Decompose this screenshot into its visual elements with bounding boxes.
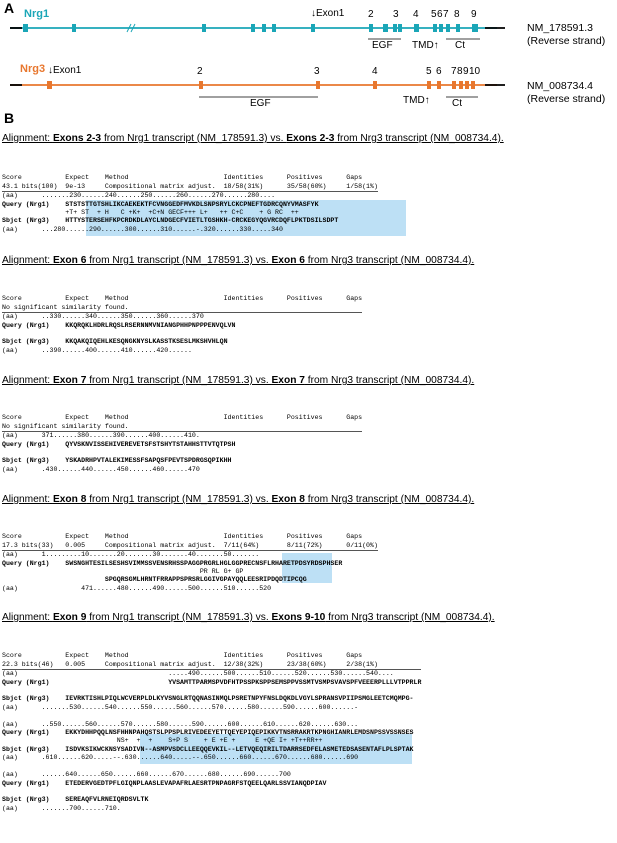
header-row: Score Expect Method Identities Positives Gaps <box>2 174 363 182</box>
header-row: Score Expect Method Identities Positives Gaps <box>2 414 363 422</box>
nrg3-exon-num-3: 3 <box>314 66 320 77</box>
subject-ruler: (aa) ...280......290......300......310......-.320......330.....340 <box>2 225 283 233</box>
nrg3-exon-num-6: 6 <box>436 66 442 77</box>
no-similarity-note: No significant similarity found. <box>2 304 362 313</box>
alignment-block-exons-2-3 <box>2 166 378 243</box>
header-row: Score Expect Method Identities Positives Gaps <box>2 533 363 541</box>
nrg1-track <box>10 24 505 39</box>
alignment-block-exon-6 <box>2 287 362 364</box>
subject-sequence: Sbjct (Nrg3) IEVRKTISHLPIQLWCVERPLDLKYVSNGLRTQQNASINMQLPSRETNPYFNSLDQKDLVGYLSPRANSVPIIPSMGLEETCMQMPG- <box>2 695 414 703</box>
nrg3-ct-label: Ct <box>452 98 462 109</box>
nrg1-exon-num-6: 6 <box>437 9 443 20</box>
no-similarity-note: No significant similarity found. <box>2 423 362 432</box>
query-sequence: Query (Nrg1) QYVSKNVISSEHIVEREVETSFSTSHYTSTAHHSTTVTQTPSH <box>2 440 236 448</box>
nrg1-exon-num-7: 7 <box>443 9 449 20</box>
query-ruler: (aa) ..330......340......350......360......370 <box>2 313 204 321</box>
alignment-title-exon-8: Alignment: Exon 8 from Nrg1 transcript (NM_178591.3) vs. Exon 8 from Nrg3 transcript (NM_008734.4). <box>2 494 475 505</box>
subject-ruler: (aa) ..390......400......410......420...... <box>2 346 192 354</box>
nrg3-exon-num-7: 7 <box>451 66 457 77</box>
nrg3-tmd-label: TMD↑ <box>403 95 430 106</box>
nrg3-strand: (Reverse strand) <box>527 93 606 105</box>
nrg3-exon-num-4: 4 <box>372 66 378 77</box>
nrg1-exon-num-5: 5 <box>431 9 437 20</box>
subject-ruler: (aa) .430......440......450......460......470 <box>2 465 200 473</box>
blank-line <box>2 330 362 338</box>
query-ruler: (aa) .......230......240......250......260......270......280.... <box>2 192 276 200</box>
alignment-title-exon-6: Alignment: Exon 6 from Nrg1 transcript (NM_178591.3) vs. Exon 6 from Nrg3 transcript (NM_008734.4). <box>2 255 475 266</box>
blank-line <box>2 712 421 720</box>
subject-sequence: Sbjct (Nrg3) HTTYSTERSEHFKPCRDKDLAYCLNDGECFVIETLTGSHKH-CRCKEGYQGVRCDQFLPKTDSILSDPT <box>2 217 339 225</box>
subject-sequence: SPGQRSGMLHRNTFRRAPPSPRSRLGGIVGPAYQQLEESRIPDQDTIPCQG <box>2 576 307 584</box>
match-line: +T+ ST + H C +K+ +C+N GECF+++ L+ ++ C+C + G RC ++ <box>2 209 299 217</box>
stats-row: 22.3 bits(46) 0.005 Compositional matrix adjust. 12/38(32%) 23/38(60%) 2/38(1%) <box>2 661 421 670</box>
nrg1-gene-label: Nrg1 <box>24 8 50 20</box>
stats-row: 43.1 bits(100) 9e-13 Compositional matrix adjust. 18/58(31%) 35/58(60%) 1/58(1%) <box>2 183 378 192</box>
nrg1-exon-num-8: 8 <box>454 9 460 20</box>
alignment-block-exon-8 <box>2 525 378 602</box>
query-sequence: Query (Nrg1) KKQRQKLHDRLRQSLRSERNNMVNIANGPHHPNPPPENVQLVN <box>2 321 236 329</box>
subject-ruler: (aa) .......530......540......550......560......570......580......590......600......- <box>2 703 359 711</box>
gene-structure-diagram <box>0 0 617 110</box>
nrg1-exon1-label: ↓Exon1 <box>311 8 345 19</box>
blank-line <box>2 788 421 796</box>
nrg3-gene-label: Nrg3 <box>20 63 46 75</box>
subject-sequence: Sbjct (Nrg3) ISDVKSIKWCKNSYSADIVN--ASMPVSDCLLEEQQEVKIL--LETVQEQIRILTDARRSEDFELASMETEDSASENTAFLPLSPTAK <box>2 745 414 753</box>
query-sequence: Query (Nrg1) SWSNGHTESILSESHSVIMMSSVENSRHSSPAGGPRGRLHGLGGPRECNSFLRHARETPDSYRDSPHSER <box>2 559 343 567</box>
match-line: NS+ + + S+P S + E +E + E +QE I+ +T++RR++ <box>2 737 323 745</box>
query-ruler: (aa) ..550......560......570......580......590......600......610......620......630... <box>2 720 359 728</box>
query-sequence: Query (Nrg1) ETEDERVGEDTPFLGIQNPLAASLEVAPAFRLAESRTPNPAGRFSTQEELQARLSSVIANQDPIAV <box>2 779 327 787</box>
nrg1-strand: (Reverse strand) <box>527 35 606 47</box>
subject-sequence: Sbjct (Nrg3) KKQAKQIQEHLKESQNGKNYSLKASSTKSESLMKSHVHLQN <box>2 338 228 346</box>
nrg3-egf-label: EGF <box>250 98 271 109</box>
blank-line <box>2 763 421 771</box>
nrg3-accession: NM_008734.4 <box>527 80 593 92</box>
panel-a-letter: A <box>4 0 15 16</box>
stats-row: 17.3 bits(33) 0.005 Compositional matrix adjust. 7/11(64%) 8/11(72%) 0/11(0%) <box>2 542 378 551</box>
nrg3-exon-num-9: 9 <box>463 66 469 77</box>
query-sequence: Query (Nrg1) YVSAMTTPARMSPVDFHTPSSPKSPPSEMSPPVSSMTVSMPSVAVSPFVEEERPLLLVTPPRLR <box>2 678 422 686</box>
query-sequence: Query (Nrg1) STSTSTTGTSHLIKCAEKEKTFCVNGGEDFMVKDLSNPSRYLCKCPNEFTGDRCQNYVMASFYK <box>2 200 319 208</box>
alignment-title-exon-7: Alignment: Exon 7 from Nrg1 transcript (NM_178591.3) vs. Exon 7 from Nrg3 transcript (NM_008734.4). <box>2 375 475 386</box>
subject-sequence: Sbjct (Nrg3) SEREAQFVLRNEIQRDSVLTK <box>2 796 149 804</box>
nrg3-exon1-label: ↓Exon1 <box>48 65 82 76</box>
query-ruler: (aa) ......640......650......660......670......680......690......700 <box>2 771 291 779</box>
subject-sequence: Sbjct (Nrg3) YSKADRHPVTALEKIMESSFSAPQSFPEVTSPDRGSQPIKHH <box>2 457 232 465</box>
nrg1-accession: NM_178591.3 <box>527 22 593 34</box>
nrg1-ct-label: Ct <box>455 40 465 51</box>
panel-b-letter: B <box>4 110 15 126</box>
subject-ruler: (aa) .......700......710. <box>2 804 121 812</box>
blank-line <box>2 449 362 457</box>
subject-ruler: (aa) .610......620.....--.630......640.....--.650......660......670......680......690 <box>2 754 359 762</box>
alignment-block-exon-7 <box>2 406 362 483</box>
nrg1-exon-num-4: 4 <box>413 9 419 20</box>
blank-line <box>2 687 421 695</box>
query-ruler: (aa) 371......380......390......400......410. <box>2 432 200 440</box>
nrg3-exon-num-5: 5 <box>426 66 432 77</box>
nrg1-exon-num-2: 2 <box>368 9 374 20</box>
query-ruler: (aa) .....490......500......510......520......530......540.... <box>2 670 394 678</box>
nrg3-track <box>10 81 505 97</box>
nrg3-exon-num-10: 10 <box>469 66 481 77</box>
nrg1-exon-num-9: 9 <box>471 9 477 20</box>
nrg3-exon-num-2: 2 <box>197 66 203 77</box>
nrg1-tmd-label: TMD↑ <box>412 40 439 51</box>
header-row: Score Expect Method Identities Positives Gaps <box>2 652 363 660</box>
match-line: PR RL G+ GP <box>2 568 244 576</box>
nrg1-exon-num-3: 3 <box>393 9 399 20</box>
nrg3-exon-num-8: 8 <box>457 66 463 77</box>
alignment-title-exon-9: Alignment: Exon 9 from Nrg1 transcript (NM_178591.3) vs. Exons 9-10 from Nrg3 transcript (NM_008734.4). <box>2 612 495 623</box>
query-ruler: (aa) 1.........10.......20.......30.......40.......50....... <box>2 551 260 559</box>
nrg1-egf-label: EGF <box>372 40 393 51</box>
query-sequence: Query (Nrg1) EKKYDHHPQQLNSFHHNPAHQSTSLPPSPLRIVEDEEYETTQEYEPIQEPIKKVTNSRRAKRTKPNGHIANRLEMDSNPSSVSSNSES <box>2 729 414 737</box>
alignment-title-exons-2-3: Alignment: Exons 2-3 from Nrg1 transcript (NM_178591.3) vs. Exons 2-3 from Nrg3 transcript (NM_008734.4). <box>2 133 504 144</box>
subject-ruler: (aa) 471......480......490......500......510......520 <box>2 584 272 592</box>
alignment-block-exon-9 <box>2 644 421 822</box>
header-row: Score Expect Method Identities Positives Gaps <box>2 295 363 303</box>
